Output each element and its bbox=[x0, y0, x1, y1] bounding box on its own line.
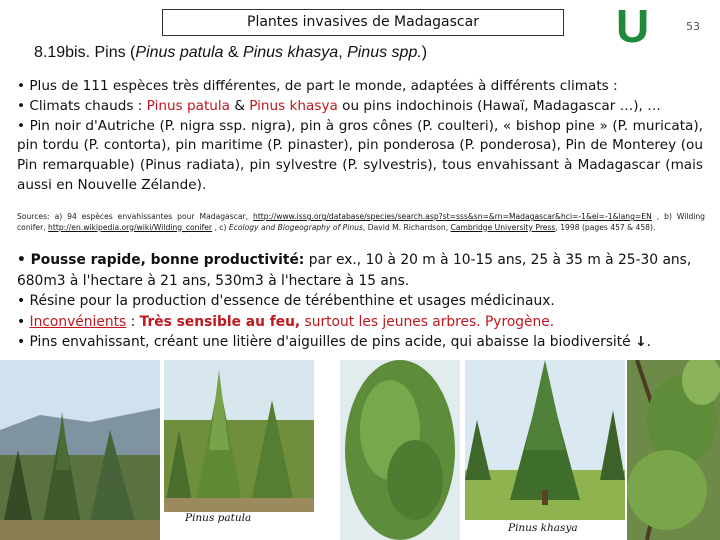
header-title-box bbox=[162, 9, 564, 36]
red-species-patula: Pinus patula bbox=[146, 97, 230, 114]
sources-intro: Sources: a) 94 espèces envahissantes pour Madagascar, bbox=[17, 212, 253, 221]
title-species-patula: Pinus patula bbox=[135, 44, 224, 61]
photo-pinus-khasya-park bbox=[465, 360, 625, 520]
title-species-khasya: Pinus khasya bbox=[243, 44, 339, 61]
growth-item bbox=[17, 250, 707, 291]
sources-c: , c) bbox=[212, 222, 229, 232]
climate-rest: ou pins indochinois (Hawaï, Madagascar …), … bbox=[337, 97, 661, 114]
description-line-2 bbox=[17, 97, 703, 117]
title-prefix: 8.19bis. Pins ( bbox=[34, 44, 136, 61]
caption-pinus-khasya: Pinus khasya bbox=[508, 522, 578, 534]
header-title: Plantes invasives de Madagascar bbox=[247, 14, 479, 30]
cons-item bbox=[17, 312, 707, 333]
issg-link[interactable]: http://www.issg.org/database/species/search.asp?st=sss&sn=&rn=Madagascar&hci=-1&ei=-1&lang=EN bbox=[253, 212, 652, 221]
title-sep: , bbox=[338, 44, 348, 61]
photo-pinus-patula-young bbox=[164, 360, 314, 512]
publisher-link[interactable]: Cambridge University Press bbox=[450, 222, 556, 232]
cons-label: Inconvénients bbox=[29, 313, 127, 330]
climate-amp: & bbox=[230, 97, 250, 114]
invasive-text: • Pins envahissant, créant une litière d'aiguilles de pins acide, qui abaisse la biodiversité bbox=[17, 334, 636, 350]
book-author: , David M. Richardson, bbox=[362, 222, 451, 232]
description-line-3: • Pin noir d'Autriche (P. nigra ssp. nigra), pin à gros cônes (P. coulteri), « bishop pine » (P. muricata), pin tordu (P. contorta), pin maritime (P. pinaster), pin ponderosa (P. ponderosa), Pin de Monterey (ou Pin remarquable) (Pinus radiata), pin sylvestre (P. sylvestris), tous envahissant à Madagascar (mais aussi en Nouvelle Zélande). bbox=[17, 117, 703, 193]
resin-item: • Résine pour la production d'essence de térébenthine et usages médicinaux. bbox=[17, 293, 555, 309]
title-suffix: ) bbox=[421, 44, 428, 61]
red-species-khasya: Pinus khasya bbox=[249, 97, 338, 114]
growth-text: par ex., 10 à 20 m à 10-15 ans, 25 à 35 m à 25-30 ans, 680m3 à l'hectare à 21 ans, 530m3 à l'hectare à 15 ans. bbox=[17, 252, 692, 289]
sources-end: , 1998 (pages 457 & 458). bbox=[555, 222, 656, 232]
caption-pinus-patula: Pinus patula bbox=[185, 512, 252, 524]
invasive-item bbox=[17, 332, 707, 353]
sources-b: , b) Wilding conifer, bbox=[17, 212, 706, 232]
climate-label: • Climats chauds : bbox=[17, 97, 147, 114]
production-block bbox=[17, 250, 707, 353]
photo-pinus-khasya-closeup bbox=[340, 360, 460, 540]
description-line-1: • Plus de 111 espèces très différentes, de part le monde, adaptées à différents climats : bbox=[17, 78, 618, 94]
cons-fire: Très sensible au feu, bbox=[139, 313, 301, 330]
photo-pine-branch bbox=[627, 360, 720, 540]
page-number: 53 bbox=[686, 20, 700, 33]
down-arrow-icon: ↓ bbox=[635, 334, 647, 350]
slide-title bbox=[34, 44, 427, 62]
photo-pinus-patula-hillside bbox=[0, 360, 160, 540]
sources-block bbox=[17, 212, 705, 233]
invasive-end: . bbox=[646, 334, 652, 350]
cons-bullet: • bbox=[17, 313, 30, 330]
growth-label: • Pousse rapide, bonne productivité: bbox=[17, 252, 305, 268]
title-species-spp: Pinus spp. bbox=[347, 44, 422, 61]
title-amp: & bbox=[223, 44, 244, 61]
book-title: Ecology and Biogeography of Pinus bbox=[228, 222, 363, 232]
cons-colon: : bbox=[126, 313, 140, 330]
university-logo: U bbox=[616, 0, 650, 52]
wikipedia-link[interactable]: http://en.wikipedia.org/wiki/Wilding_conifer bbox=[48, 222, 213, 232]
description-block bbox=[17, 77, 703, 196]
cons-text: surtout les jeunes arbres. Pyrogène. bbox=[300, 313, 555, 330]
